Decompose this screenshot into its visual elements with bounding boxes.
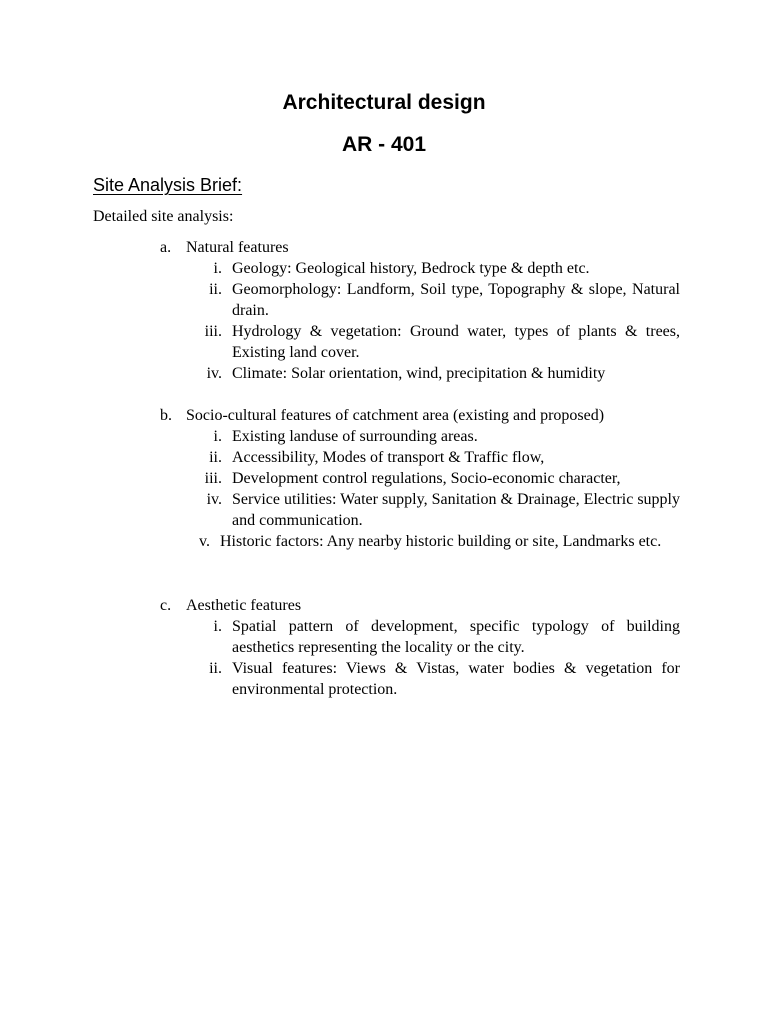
item-marker: i. bbox=[213, 618, 222, 635]
list-item bbox=[160, 616, 680, 658]
item-text: Historic factors: Any nearby historic building or site, Landmarks etc. bbox=[220, 533, 662, 550]
section-marker: c. bbox=[160, 597, 172, 614]
list-item bbox=[160, 426, 680, 447]
item-marker: i. bbox=[213, 260, 222, 277]
item-marker: ii. bbox=[209, 281, 222, 298]
section-aesthetic-features bbox=[160, 595, 680, 700]
list-item bbox=[160, 321, 680, 363]
item-text: Geomorphology: Landform, Soil type, Topography & slope, Natural drain. bbox=[232, 281, 680, 319]
item-marker: iii. bbox=[204, 323, 222, 340]
item-marker: ii. bbox=[209, 449, 222, 466]
section-heading bbox=[160, 405, 680, 426]
brief-heading: Site Analysis Brief: bbox=[93, 175, 243, 195]
section-marker: b. bbox=[160, 407, 172, 424]
section-socio-cultural-features bbox=[160, 405, 680, 552]
item-text: Existing landuse of surrounding areas. bbox=[232, 428, 478, 445]
document-title: Architectural design bbox=[282, 91, 486, 114]
item-marker: iv. bbox=[206, 491, 222, 508]
item-text: Accessibility, Modes of transport & Traffic flow, bbox=[232, 449, 545, 466]
section-heading-text: Socio-cultural features of catchment area (existing and proposed) bbox=[186, 407, 605, 424]
list-item bbox=[160, 363, 680, 384]
section-marker: a. bbox=[160, 239, 172, 256]
section-heading-text: Aesthetic features bbox=[186, 597, 302, 614]
item-marker: iv. bbox=[206, 365, 222, 382]
list-item bbox=[160, 447, 680, 468]
item-text: Visual features: Views & Vistas, water bodies & vegetation for environmental protection. bbox=[232, 660, 680, 698]
item-marker: iii. bbox=[204, 470, 222, 487]
item-text: Hydrology & vegetation: Ground water, types of plants & trees, Existing land cover. bbox=[232, 323, 680, 361]
list-item bbox=[160, 258, 680, 279]
list-item bbox=[160, 489, 680, 531]
item-text: Climate: Solar orientation, wind, precipitation & humidity bbox=[232, 365, 606, 382]
item-text: Geology: Geological history, Bedrock type & depth etc. bbox=[232, 260, 590, 277]
item-marker: ii. bbox=[209, 660, 222, 677]
list-item bbox=[160, 279, 680, 321]
list-item bbox=[160, 531, 680, 552]
section-heading-text: Natural features bbox=[186, 239, 289, 256]
item-marker: v. bbox=[199, 533, 210, 550]
item-marker: i. bbox=[213, 428, 222, 445]
item-text: Development control regulations, Socio-economic character, bbox=[232, 470, 621, 487]
section-natural-features bbox=[160, 237, 680, 384]
item-text: Service utilities: Water supply, Sanitation & Drainage, Electric supply and communication. bbox=[232, 491, 680, 529]
section-heading bbox=[160, 595, 680, 616]
course-code: AR - 401 bbox=[341, 133, 427, 156]
intro-text: Detailed site analysis: bbox=[93, 208, 234, 225]
list-item bbox=[160, 468, 680, 489]
section-heading bbox=[160, 237, 680, 258]
item-text: Spatial pattern of development, specific typology of building aesthetics representing the locality or the city. bbox=[232, 618, 680, 656]
list-item bbox=[160, 658, 680, 700]
